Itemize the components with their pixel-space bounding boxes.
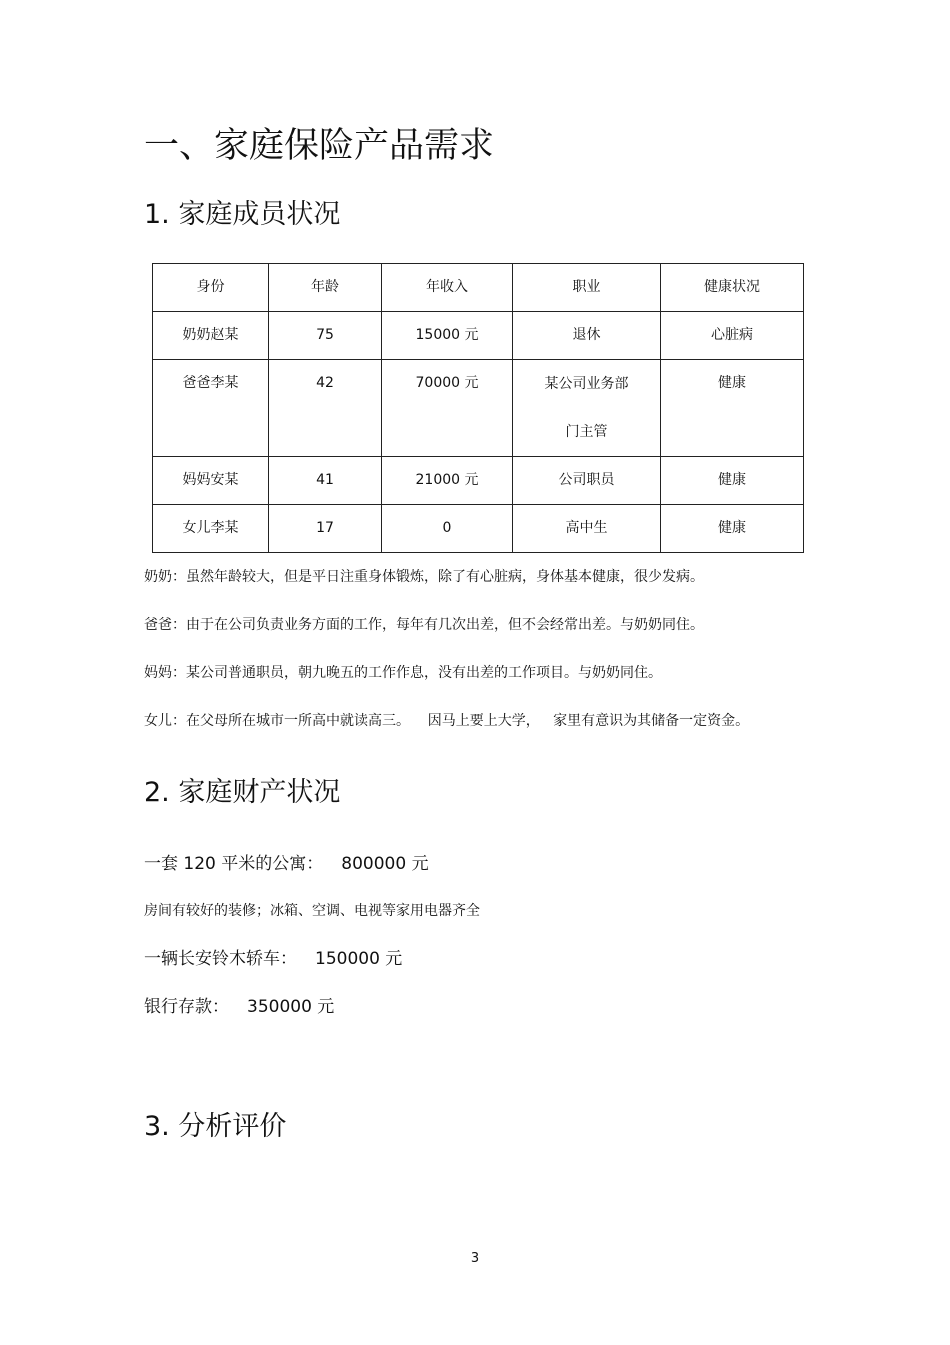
cell-income: 0 — [382, 505, 513, 553]
asset-savings-value: 350000 元 — [247, 997, 335, 1017]
header-cell-occupation: 职业 — [513, 264, 661, 312]
note-grandmother: 奶奶：虽然年龄较大，但是平日注重身体锻炼，除了有心脏病，身体基本健康，很少发病。 — [144, 569, 704, 585]
cell-income: 70000 元 — [382, 360, 513, 457]
asset-apartment-label: 一套 120 平米的公寓： — [144, 854, 324, 874]
asset-savings — [144, 995, 334, 1019]
header-cell-age: 年龄 — [269, 264, 382, 312]
cell-occupation: 退休 — [513, 312, 661, 360]
table-row — [153, 457, 804, 505]
header-cell-health: 健康状况 — [661, 264, 804, 312]
cell-age: 75 — [269, 312, 382, 360]
asset-apartment-note: 房间有较好的装修；冰箱、空调、电视等家用电器齐全 — [144, 903, 480, 919]
family-members-table — [152, 263, 804, 553]
cell-occupation: 公司职员 — [513, 457, 661, 505]
cell-health: 心脏病 — [661, 312, 804, 360]
page-title: 一、家庭保险产品需求 — [144, 126, 495, 166]
cell-age: 17 — [269, 505, 382, 553]
cell-health: 健康 — [661, 505, 804, 553]
asset-apartment — [144, 852, 429, 876]
table-row — [153, 505, 804, 553]
header-cell-income: 年收入 — [382, 264, 513, 312]
cell-identity: 女儿李某 — [153, 505, 269, 553]
note-daughter: 女儿：在父母所在城市一所高中就读高三。 因马上要上大学， 家里有意识为其储备一定资金。 — [144, 713, 750, 729]
cell-age: 42 — [269, 360, 382, 457]
cell-occupation: 某公司业务部门主管 — [513, 360, 661, 457]
asset-savings-label: 银行存款： — [144, 997, 229, 1017]
note-mother: 妈妈：某公司普通职员，朝九晚五的工作作息，没有出差的工作项目。与奶奶同住。 — [144, 665, 662, 681]
cell-identity: 奶奶赵某 — [153, 312, 269, 360]
cell-income: 21000 元 — [382, 457, 513, 505]
cell-identity: 爸爸李某 — [153, 360, 269, 457]
asset-car — [144, 947, 402, 971]
table-row — [153, 360, 804, 457]
asset-car-label: 一辆长安铃木轿车： — [144, 949, 297, 969]
asset-car-value: 150000 元 — [315, 949, 403, 969]
asset-apartment-value: 800000 元 — [341, 854, 429, 874]
section-heading-analysis: 3. 分析评价 — [144, 1111, 287, 1142]
cell-health: 健康 — [661, 360, 804, 457]
cell-age: 41 — [269, 457, 382, 505]
cell-health: 健康 — [661, 457, 804, 505]
cell-identity: 妈妈安某 — [153, 457, 269, 505]
table-header-row — [153, 264, 804, 312]
section-heading-family-assets: 2. 家庭财产状况 — [144, 777, 341, 808]
header-cell-identity: 身份 — [153, 264, 269, 312]
note-father: 爸爸：由于在公司负责业务方面的工作，每年有几次出差，但不会经常出差。与奶奶同住。 — [144, 617, 704, 633]
table-row — [153, 312, 804, 360]
cell-occupation: 高中生 — [513, 505, 661, 553]
page-number: 3 — [470, 1251, 480, 1266]
section-heading-family-members: 1. 家庭成员状况 — [144, 199, 341, 230]
cell-income: 15000 元 — [382, 312, 513, 360]
